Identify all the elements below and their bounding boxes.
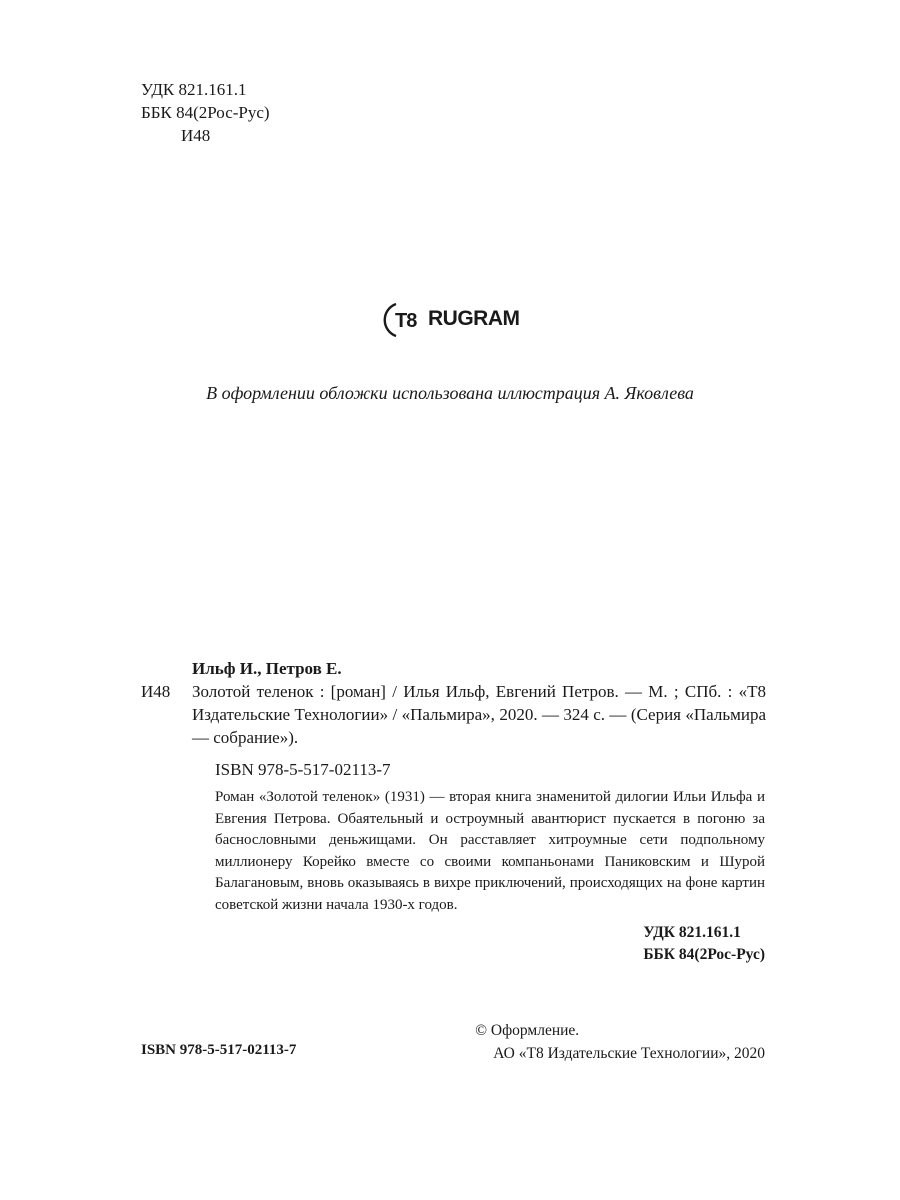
- copyright-line-2: АО «Т8 Издательские Технологии», 2020: [493, 1045, 765, 1062]
- right-classification-codes: [643, 922, 765, 966]
- record-isbn: ISBN 978-5-517-02113-7: [215, 760, 391, 779]
- logo-text: RUGRAM: [428, 307, 520, 330]
- record-entry-row: [141, 680, 766, 749]
- udk-code: УДК 821.161.1: [141, 80, 247, 99]
- copyright-notice: [475, 1019, 765, 1065]
- copyright-line-1: © Оформление.: [475, 1022, 580, 1039]
- record-entry: Золотой теленок : [роман] / Илья Ильф, Евгений Петров. — М. ; СПб. : «Т8 Издательские Технологии» / «Пальмира», 2020. — 324 с. — (Серия «Пальмира — собрание»).: [192, 682, 766, 747]
- right-bbk-code: ББК 84(2Рос-Рус): [643, 946, 765, 963]
- bibliographic-record: [141, 657, 766, 781]
- top-classification-codes: [141, 78, 270, 147]
- annotation: [215, 787, 765, 916]
- illustration-credit: В оформлении обложки использована иллюстрация А. Яковлева: [206, 383, 694, 403]
- record-author-mark: И48: [141, 682, 171, 701]
- t8-logo-icon: [380, 296, 426, 342]
- bbk-code: ББК 84(2Рос-Рус): [141, 103, 270, 122]
- svg-text:T8: T8: [395, 310, 417, 332]
- annotation-text: Роман «Золотой теленок» (1931) — вторая книга знаменитой дилогии Ильи Ильфа и Евгения Петрова. Обаятельный и остроумный авантюрист пускается в погоню за баснословными деньжищами. Он расставляет хитроумные сети подпольному миллионеру Корейко вместе со своими компаньонами Паниковским и Шурой Балагановым, вновь оказываясь в вихре приключений, происходящих на фоне картин советской жизни начала 1930-х годов.: [215, 789, 765, 913]
- author-mark: И48: [181, 126, 211, 145]
- footer-isbn: ISBN 978-5-517-02113-7: [141, 1042, 297, 1058]
- right-udk-code: УДК 821.161.1: [643, 924, 741, 941]
- publisher-logo: [380, 296, 520, 342]
- record-author: Ильф И., Петров Е.: [192, 659, 342, 678]
